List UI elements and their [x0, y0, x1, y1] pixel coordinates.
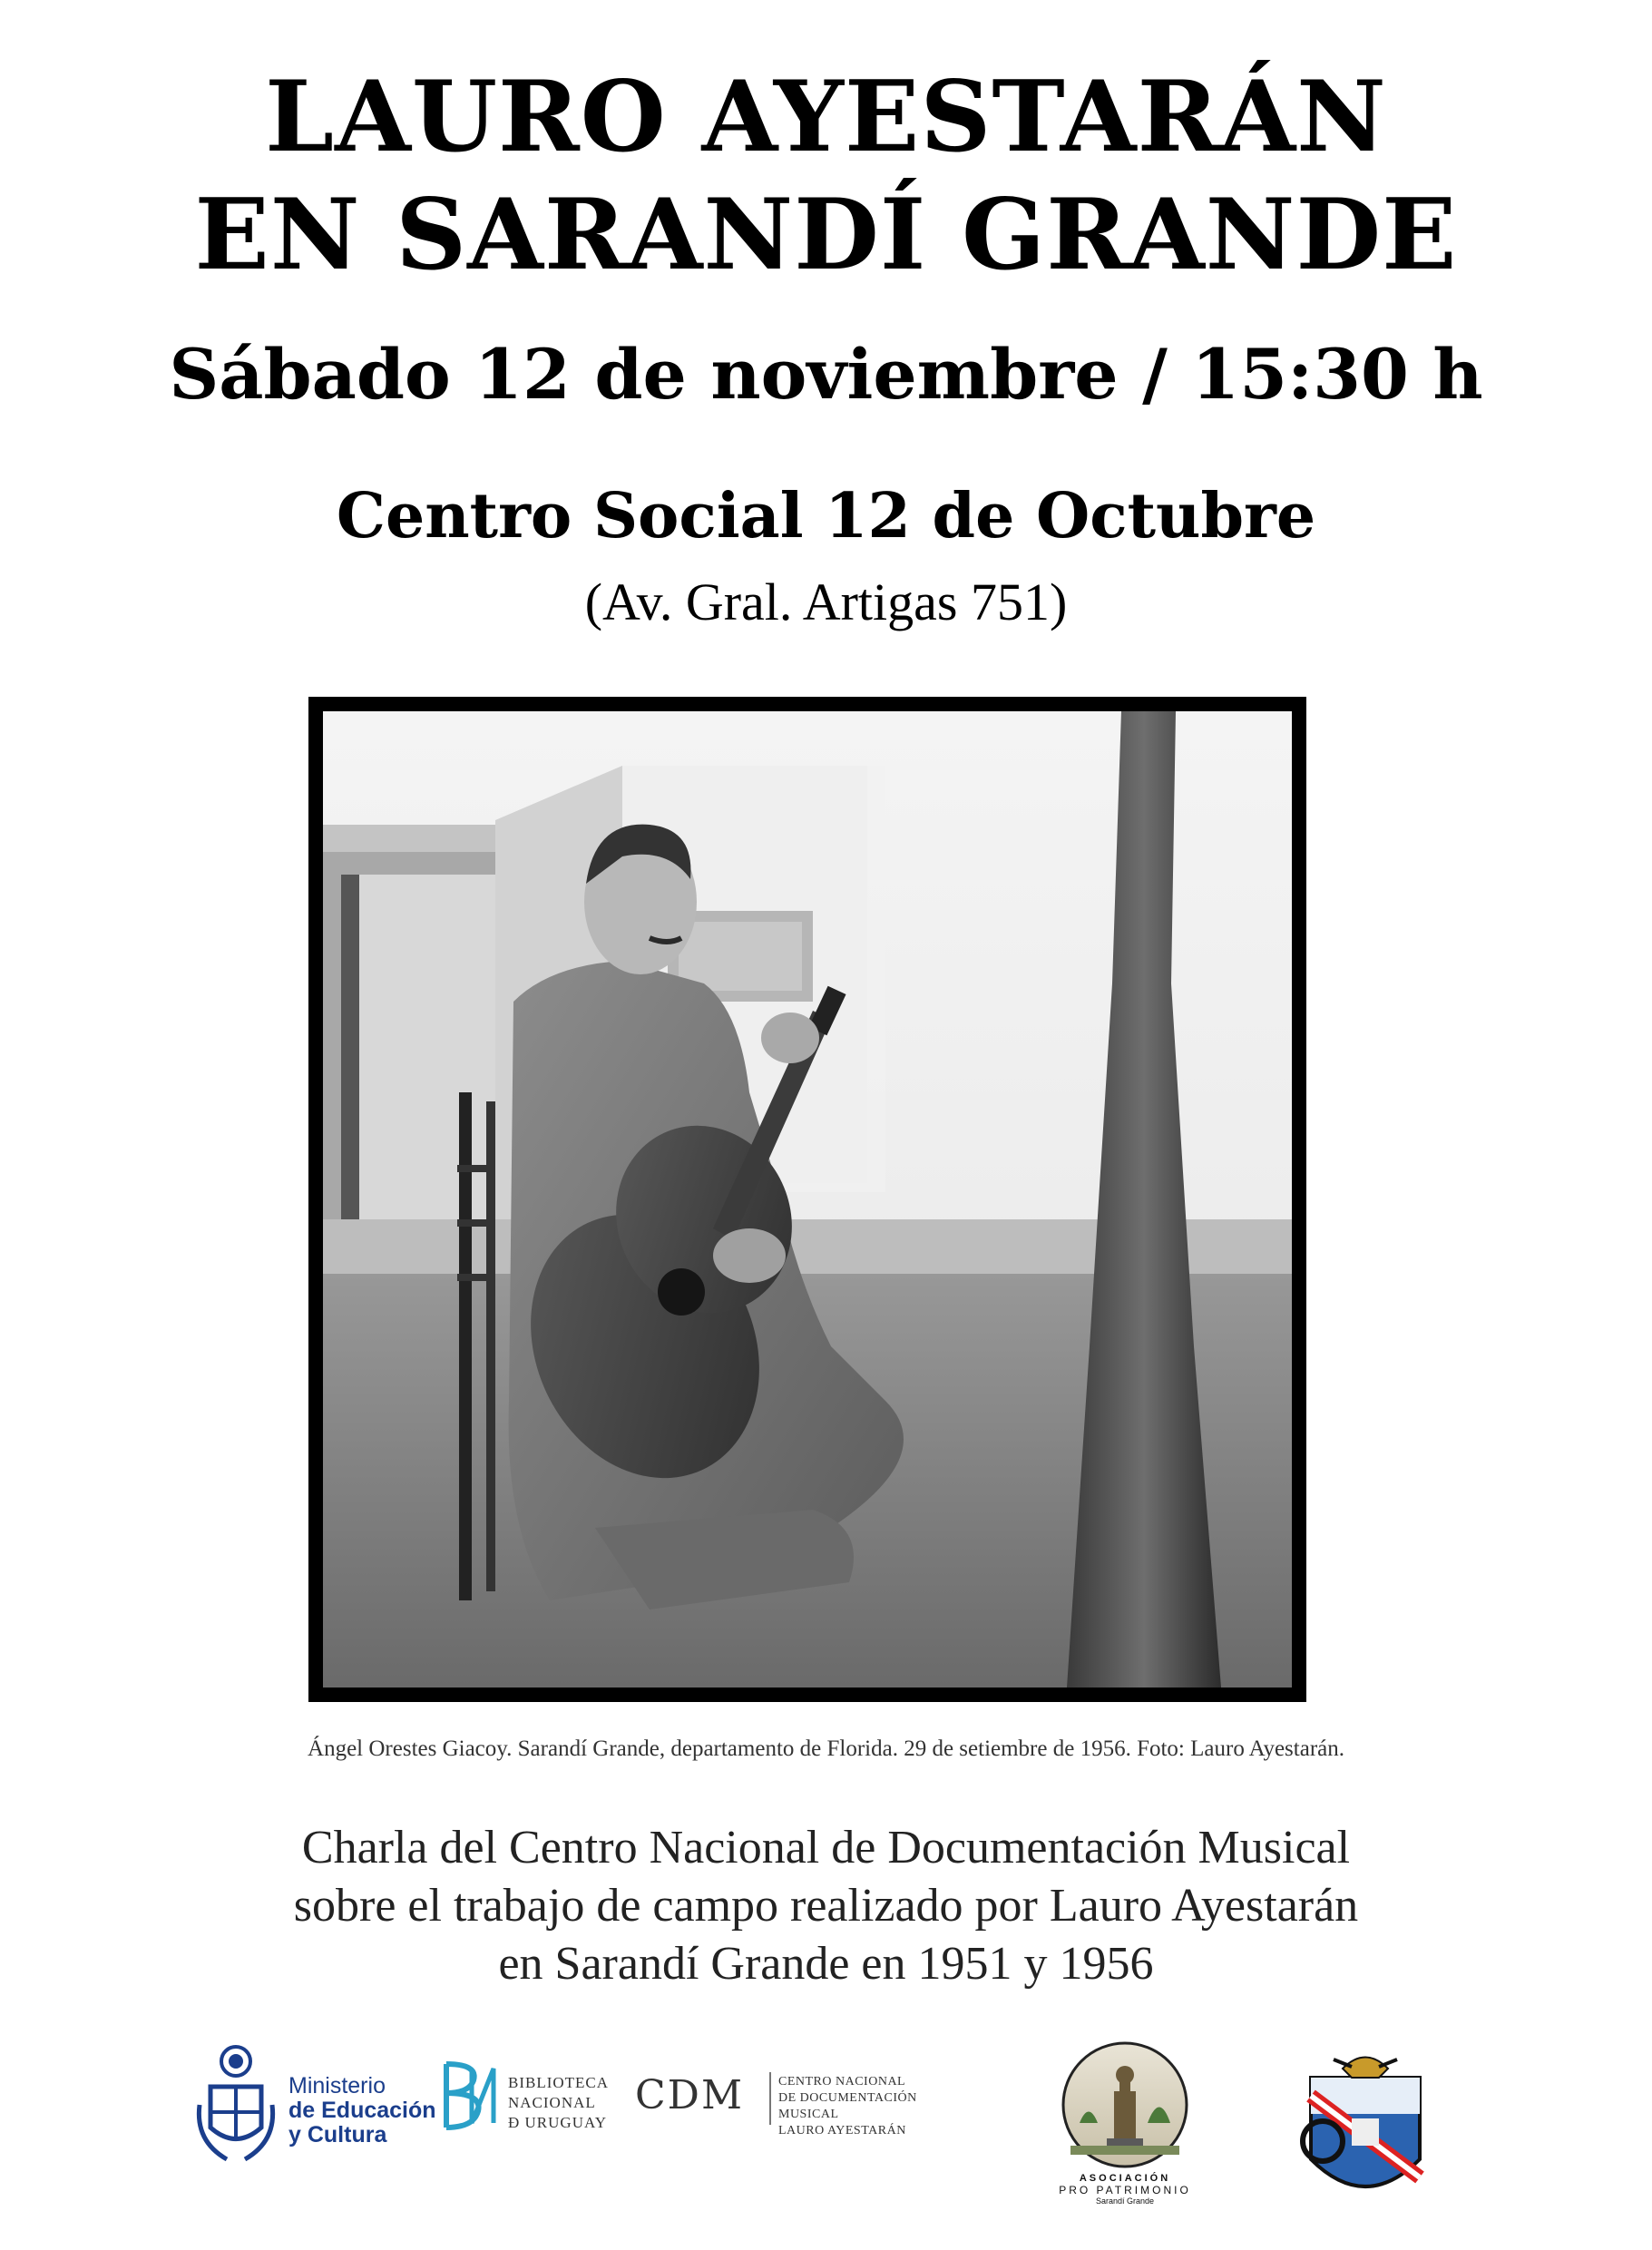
mec-line-1: Ministerio: [288, 2073, 386, 2098]
bn-monogram-icon: [437, 2055, 501, 2137]
cdm-line-1: CENTRO NACIONAL: [778, 2075, 906, 2089]
asociacion-line-2: PRO PATRIMONIO: [1059, 2184, 1191, 2196]
uruguay-coat-of-arms-icon: [191, 2041, 281, 2177]
shield-crest-icon: [1297, 2041, 1433, 2214]
description-line-3: en Sarandí Grande en 1951 y 1956: [498, 1938, 1154, 1990]
asociacion-line-3: Sarandí Grande: [1095, 2196, 1155, 2206]
asociacion-pro-patrimonio-logo: [1043, 2037, 1207, 2218]
club-shield-logo: [1297, 2041, 1433, 2214]
monument-medallion-icon: [1043, 2037, 1207, 2173]
poster-title-line-2: EN SARANDÍ GRANDE: [194, 178, 1458, 292]
bn-line-3: Ð URUGUAY: [508, 2114, 607, 2131]
photo-caption: Ángel Orestes Giacoy. Sarandí Grande, departamento de Florida. 29 de setiembre de 1956. Foto: Lauro Ayestarán.: [308, 1736, 1344, 1761]
bn-line-1: BIBLIOTECA: [508, 2074, 610, 2091]
event-venue: Centro Social 12 de Octubre: [336, 480, 1316, 553]
photograph-frame: [308, 697, 1306, 1702]
description-line-1: Charla del Centro Nacional de Documentación Musical: [301, 1822, 1351, 1873]
asociacion-line-1: ASOCIACIÓN: [1079, 2173, 1171, 2184]
mec-logo: [191, 2041, 435, 2177]
cdm-logo: [635, 2059, 943, 2141]
event-date-time: Sábado 12 de noviembre / 15:30 h: [169, 334, 1483, 415]
cdm-line-2: DE DOCUMENTACIÓN MUSICAL: [778, 2091, 917, 2121]
mec-line-3: y Cultura: [288, 2122, 387, 2147]
cdm-line-3: LAURO AYESTARÁN: [778, 2124, 906, 2138]
cdm-divider: [769, 2072, 771, 2125]
event-description: [0, 1819, 1652, 1993]
mec-line-2: de Educación: [288, 2098, 436, 2123]
photograph-guitar-player: [323, 711, 1292, 1688]
biblioteca-nacional-logo: [437, 2055, 619, 2155]
description-line-2: sobre el trabajo de campo realizado por Lauro Ayestarán: [293, 1880, 1359, 1932]
bn-line-2: NACIONAL: [508, 2094, 596, 2111]
poster-title-line-1: LAURO AYESTARÁN: [265, 60, 1387, 174]
cdm-mark: CDM: [635, 2072, 744, 2118]
event-address: (Av. Gral. Artigas 751): [584, 572, 1068, 631]
